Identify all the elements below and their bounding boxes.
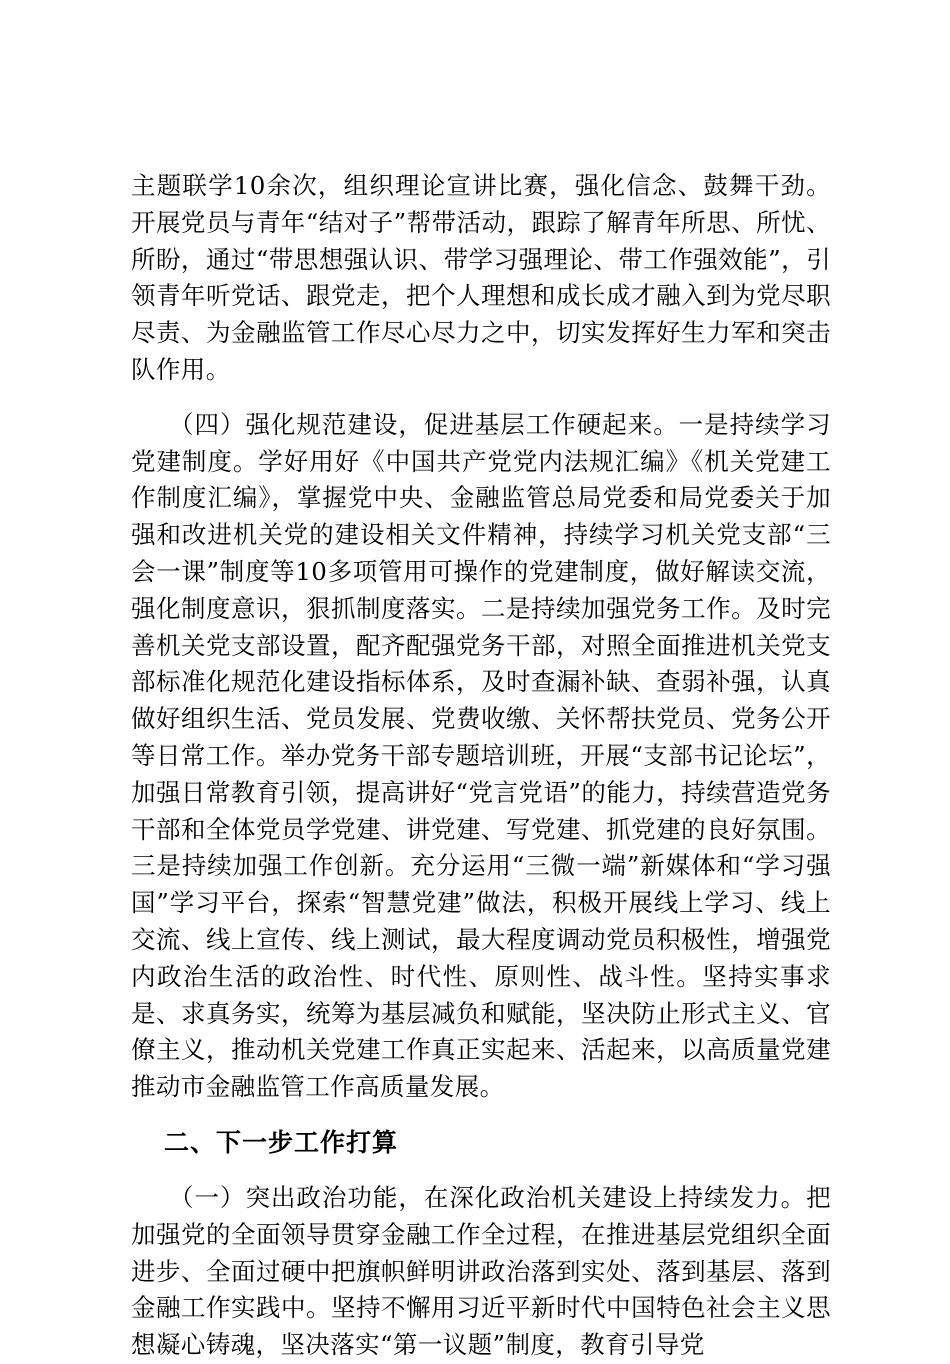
paragraph-youth-work: 主题联学10余次，组织理论宣讲比赛，强化信念、鼓舞干劲。开展党员与青年“结对子”帮带活动，跟踪了解青年所思、所忧、所盼，通过“带思想强认识、带学习强理论、带工作强效能”，引领青年听党话、跟党走，把个人理想和成长成才融入到为党尽职尽责、为金融监管工作尽心尽力之中，切实发挥好生力军和突击队作用。: [131, 171, 831, 384]
document-body: [131, 168, 831, 1364]
section-heading-next-steps: 二、下一步工作打算: [164, 1127, 399, 1157]
paragraph-standardization: （四）强化规范建设，促进基层工作硬起来。一是持续学习党建制度。学好用好《中国共产党党内法规汇编》《机关党建工作制度汇编》，掌握党中央、金融监管总局党委和局党委关于加强和改进机关党的建设相关文件精神，持续学习机关党支部“三会一课”制度等10多项管用可操作的党建制度，做好解读交流，强化制度意识，狠抓制度落实。二是持续加强党务工作。及时完善机关党支部设置，配齐配强党务干部，对照全面推进机关党支部标准化规范化建设指标体系，及时查漏补缺、查弱补强，认真做好组织生活、党员发展、党费收缴、关怀帮扶党员、党务公开等日常工作。举办党务干部专题培训班，开展“支部书记论坛”，加强日常教育引领，提高讲好“党言党语”的能力，持续营造党务干部和全体党员学党建、讲党建、写党建、抓党建的良好氛围。三是持续加强工作创新。充分运用“三微一端”新媒体和“学习强国”学习平台，探索“智慧党建”做法，积极开展线上学习、线上交流、线上宣传、线上测试，最大程度调动党员积极性，增强党内政治生活的政治性、时代性、原则性、战斗性。坚持实事求是、求真务实，统筹为基层减负和赋能，坚决防止形式主义、官僚主义，推动机关党建工作真正实起来、活起来，以高质量党建推动市金融监管工作高质量发展。: [131, 409, 831, 1102]
paragraph-political-function: （一）突出政治功能，在深化政治机关建设上持续发力。把加强党的全面领导贯穿金融工作全过程，在推进基层党组织全面进步、全面过硬中把旗帜鲜明讲政治落到实处、落到基层、落到金融工作实践中。坚持不懈用习近平新时代中国特色社会主义思想凝心铸魂，坚决落实“第一议题”制度，教育引导党: [131, 1182, 831, 1360]
